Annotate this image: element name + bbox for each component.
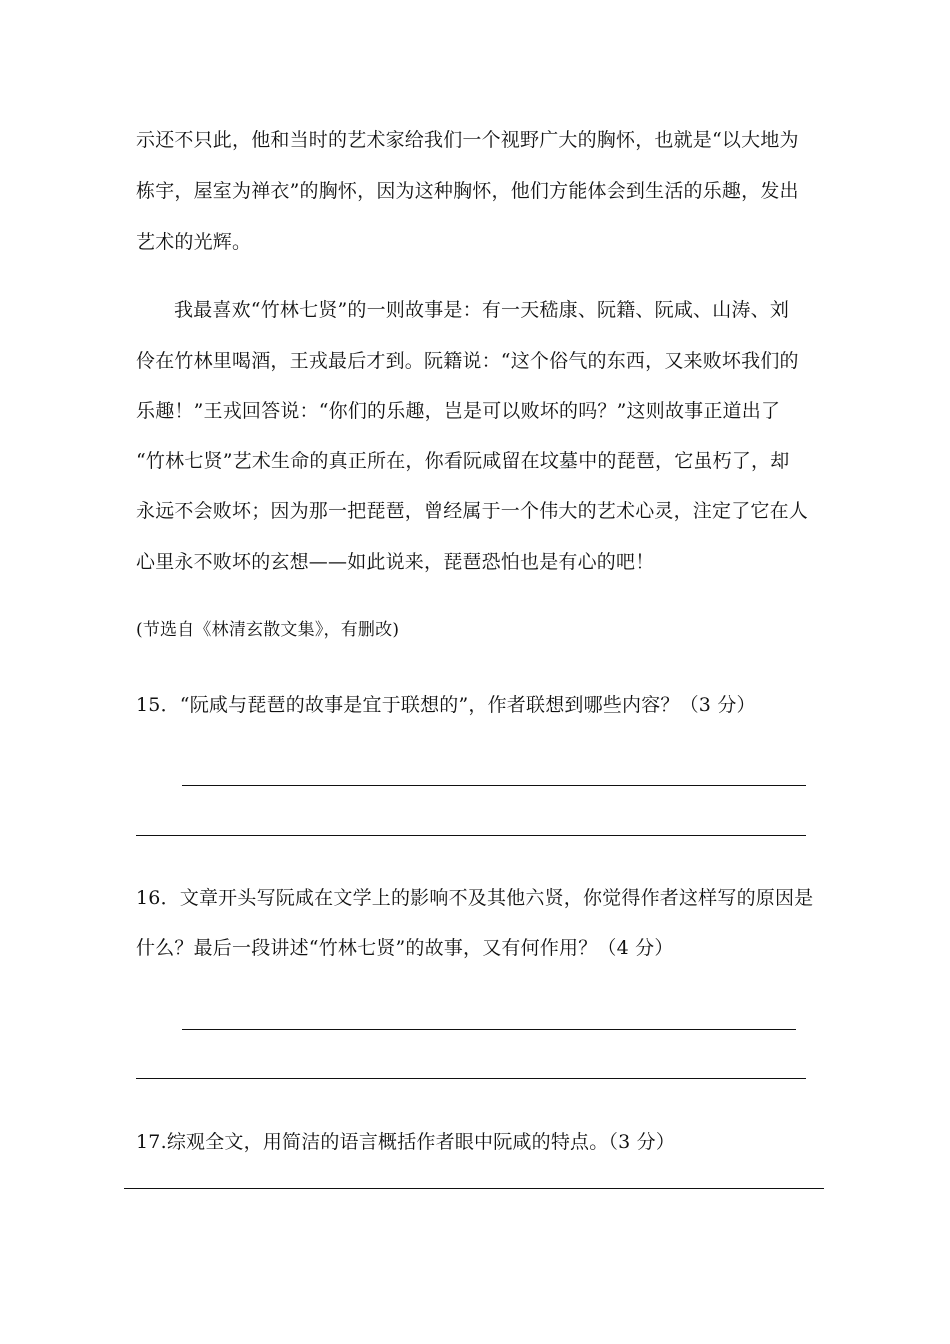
question-17: 17.综观全文，用简洁的语言概括作者眼中阮咸的特点。（3 分） bbox=[136, 1131, 676, 1153]
source-citation: (节选自《林清玄散文集》，有删改) bbox=[136, 620, 400, 640]
paragraph-1-line-1: 示还不只此，他和当时的艺术家给我们一个视野广大的胸怀，也就是“以大地为 bbox=[136, 129, 799, 151]
answer-line-15-2 bbox=[136, 835, 806, 836]
answer-line-15-1 bbox=[182, 785, 806, 786]
answer-line-16-1 bbox=[182, 1029, 796, 1030]
paragraph-2-line-6: 心里永不败坏的玄想——如此说来，琵琶恐怕也是有心的吧！ bbox=[136, 551, 655, 573]
answer-line-16-2 bbox=[136, 1078, 806, 1079]
paragraph-1-line-2: 栋宇，屋室为禅衣”的胸怀，因为这种胸怀，他们方能体会到生活的乐趣，发出 bbox=[136, 180, 799, 202]
question-16-line-1: 16．文章开头写阮咸在文学上的影响不及其他六贤，你觉得作者这样写的原因是 bbox=[136, 887, 814, 909]
paragraph-2-line-1: 我最喜欢“竹林七贤”的一则故事是：有一天嵇康、阮籍、阮咸、山涛、刘 bbox=[174, 299, 790, 321]
question-16-line-2: 什么？最后一段讲述“竹林七贤”的故事，又有何作用？（4 分） bbox=[136, 937, 674, 959]
paragraph-2-line-2: 伶在竹林里喝酒，王戎最后才到。阮籍说：“这个俗气的东西，又来败坏我们的 bbox=[136, 350, 799, 372]
paragraph-2-line-3: 乐趣！”王戎回答说：“你们的乐趣，岂是可以败坏的吗？”这则故事正道出了 bbox=[136, 400, 781, 422]
paragraph-1-line-3: 艺术的光辉。 bbox=[136, 231, 252, 253]
answer-line-17-1 bbox=[124, 1188, 824, 1189]
paragraph-2-line-4: “竹林七贤”艺术生命的真正所在，你看阮咸留在坟墓中的琵琶，它虽朽了，却 bbox=[136, 450, 790, 472]
question-15: 15．“阮咸与琵琶的故事是宜于联想的”，作者联想到哪些内容？（3 分） bbox=[136, 694, 756, 716]
paragraph-2-line-5: 永远不会败坏；因为那一把琵琶，曾经属于一个伟大的艺术心灵，注定了它在人 bbox=[136, 500, 809, 522]
